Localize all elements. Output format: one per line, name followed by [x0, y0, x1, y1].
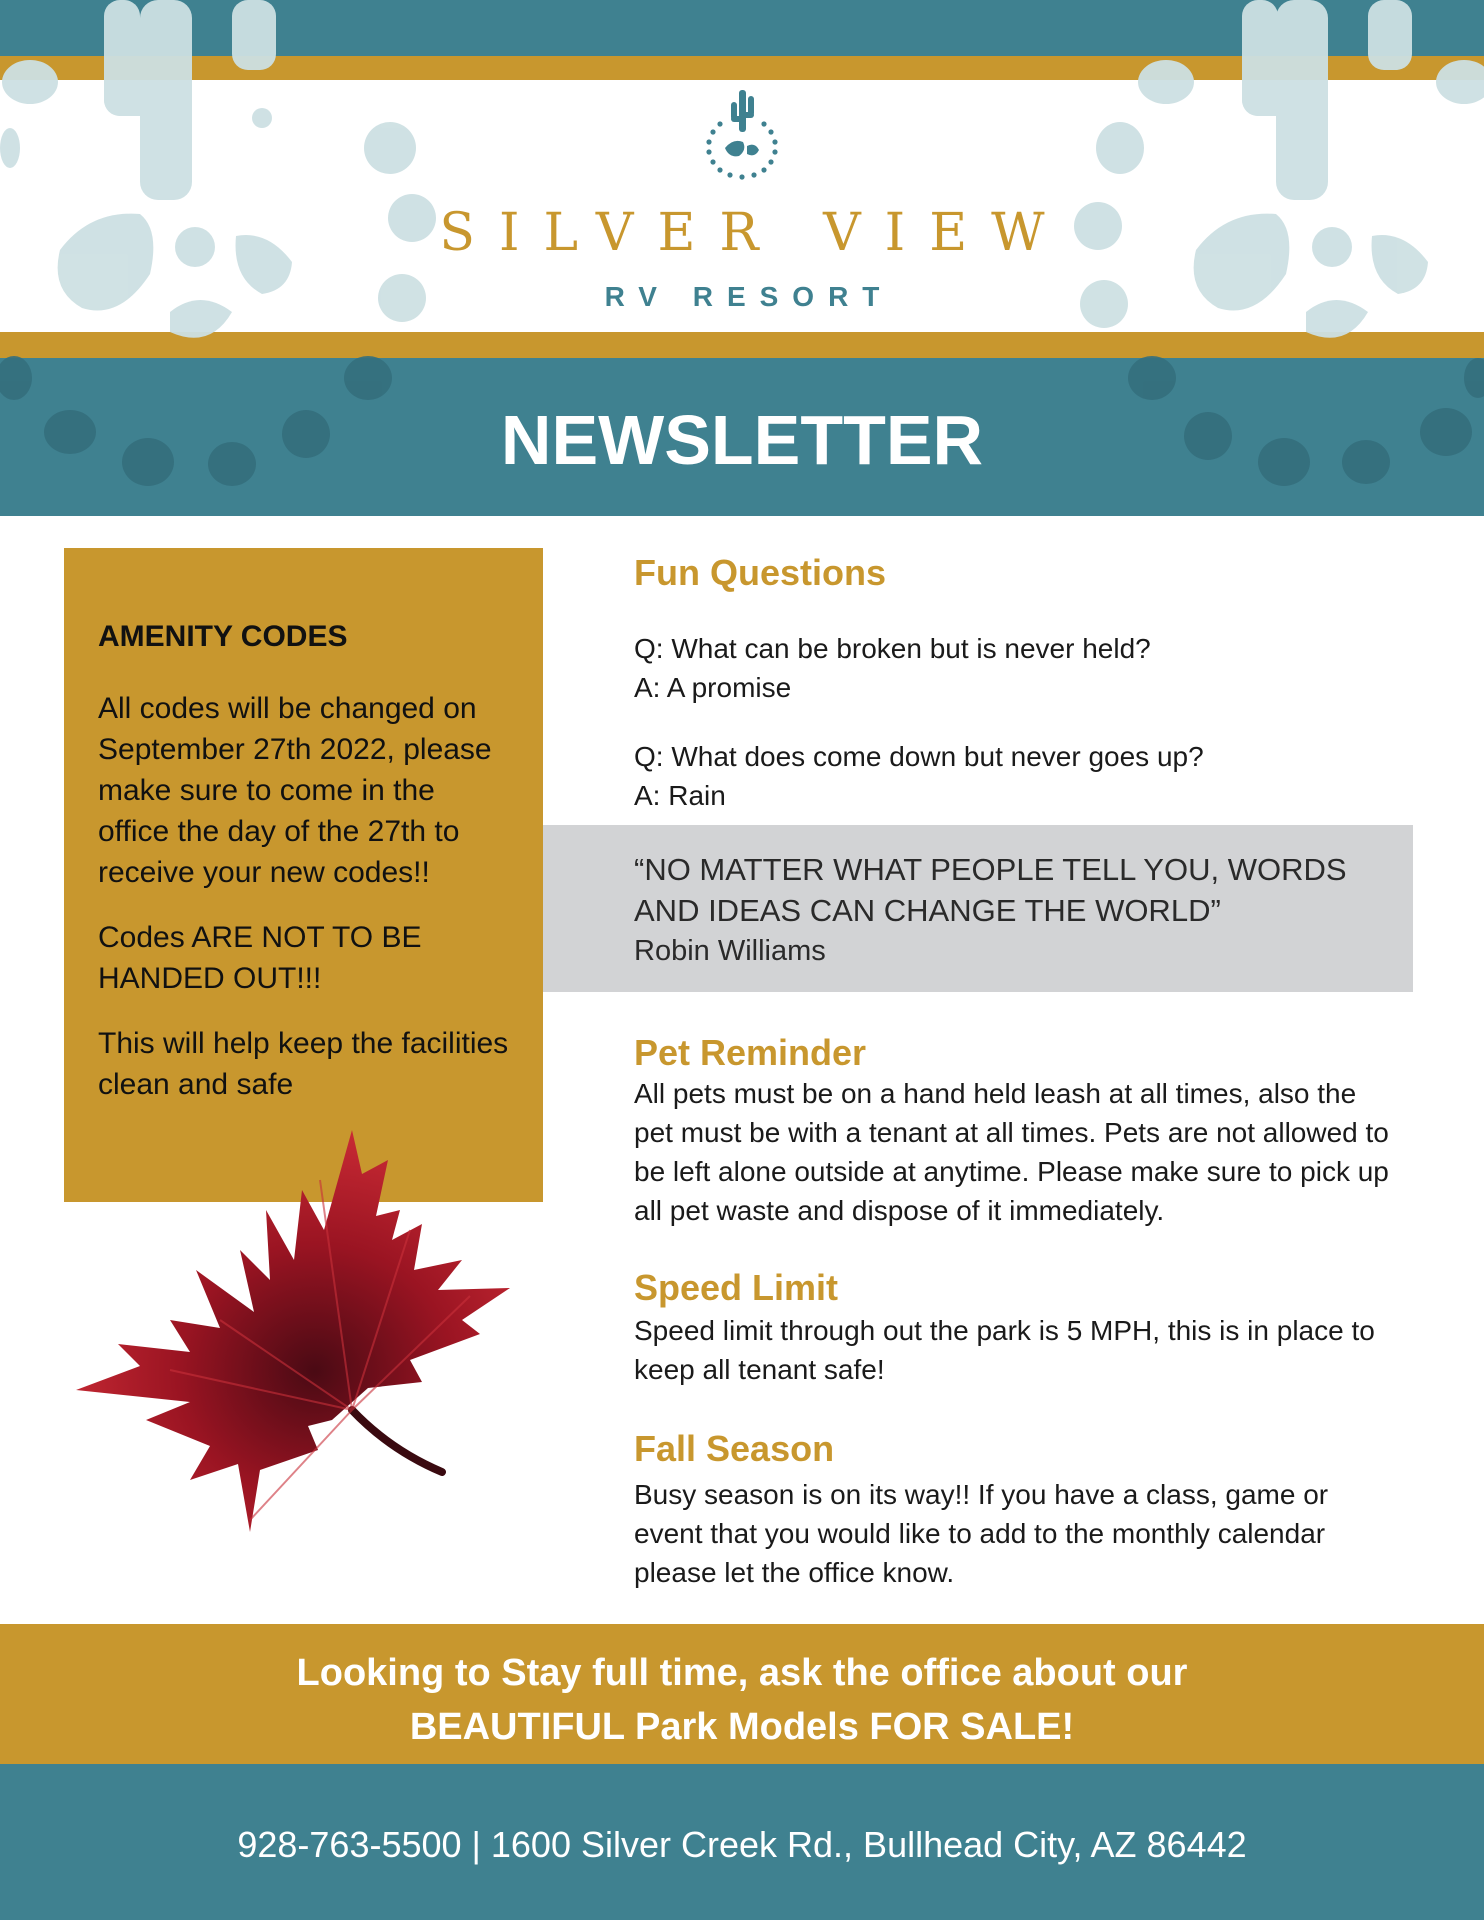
newsletter-header: [0, 0, 1484, 516]
amenity-codes-title: AMENITY CODES: [98, 620, 348, 653]
contact-footer: [0, 1764, 1484, 1920]
pet-reminder-body: All pets must be on a hand held leash at all times, also the pet must be with a tenant at all times. Pets are not allowed to be left alone outside at anytime. Please make sure to pick up all pet waste and dispose of it immediately.: [634, 1078, 1389, 1226]
promo-line-1: Looking to Stay full time, ask the office about our: [296, 1652, 1188, 1694]
amenity-codes-paragraph-2: Codes ARE NOT TO BE HANDED OUT!!!: [98, 921, 422, 995]
cactus-logo-icon: [703, 88, 781, 184]
answer-2-text: A: Rain: [634, 780, 726, 811]
quote-box: [543, 825, 1413, 992]
quote-line-1: “NO MATTER WHAT PEOPLE TELL YOU, WORDS: [634, 852, 1347, 887]
brand-subtitle: RV RESORT: [604, 281, 894, 312]
fun-question-2: [634, 737, 1394, 815]
promo-line-2: BEAUTIFUL Park Models FOR SALE!: [409, 1706, 1075, 1748]
amenity-codes-paragraph-3: This will help keep the facilities clean and safe: [98, 1027, 509, 1101]
newsletter-title: NEWSLETTER: [500, 401, 984, 479]
fun-question-1: [634, 629, 1394, 707]
promo-banner: [0, 1624, 1484, 1764]
answer-1-text: A: A promise: [634, 672, 792, 703]
maple-leaf-icon: [70, 1120, 530, 1550]
amenity-codes-paragraph-1: All codes will be changed on September 27th 2022, please make sure to come in the office the day of the 27th to receive your new codes!!: [98, 692, 492, 889]
amenity-codes-box: [64, 548, 543, 1202]
quote-author: Robin Williams: [634, 935, 826, 967]
quote-line-2: AND IDEAS CAN CHANGE THE WORLD”: [634, 893, 1221, 928]
question-2-text: Q: What does come down but never goes up?: [634, 741, 1204, 772]
speed-limit-body: Speed limit through out the park is 5 MPH, this is in place to keep all tenant safe!: [634, 1315, 1375, 1385]
question-1-text: Q: What can be broken but is never held?: [634, 633, 1151, 664]
fall-season-body: Busy season is on its way!! If you have a class, game or event that you would like to add to the monthly calendar please let the office know.: [634, 1479, 1329, 1588]
contact-info: 928-763-5500 | 1600 Silver Creek Rd., Bullhead City, AZ 86442: [237, 1824, 1247, 1865]
fun-questions-title: Fun Questions: [634, 552, 886, 593]
pet-reminder-title: Pet Reminder: [634, 1032, 867, 1073]
brand-name: SILVER VIEW: [439, 203, 1069, 263]
speed-limit-title: Speed Limit: [634, 1267, 839, 1308]
fall-season-title: Fall Season: [634, 1428, 835, 1469]
